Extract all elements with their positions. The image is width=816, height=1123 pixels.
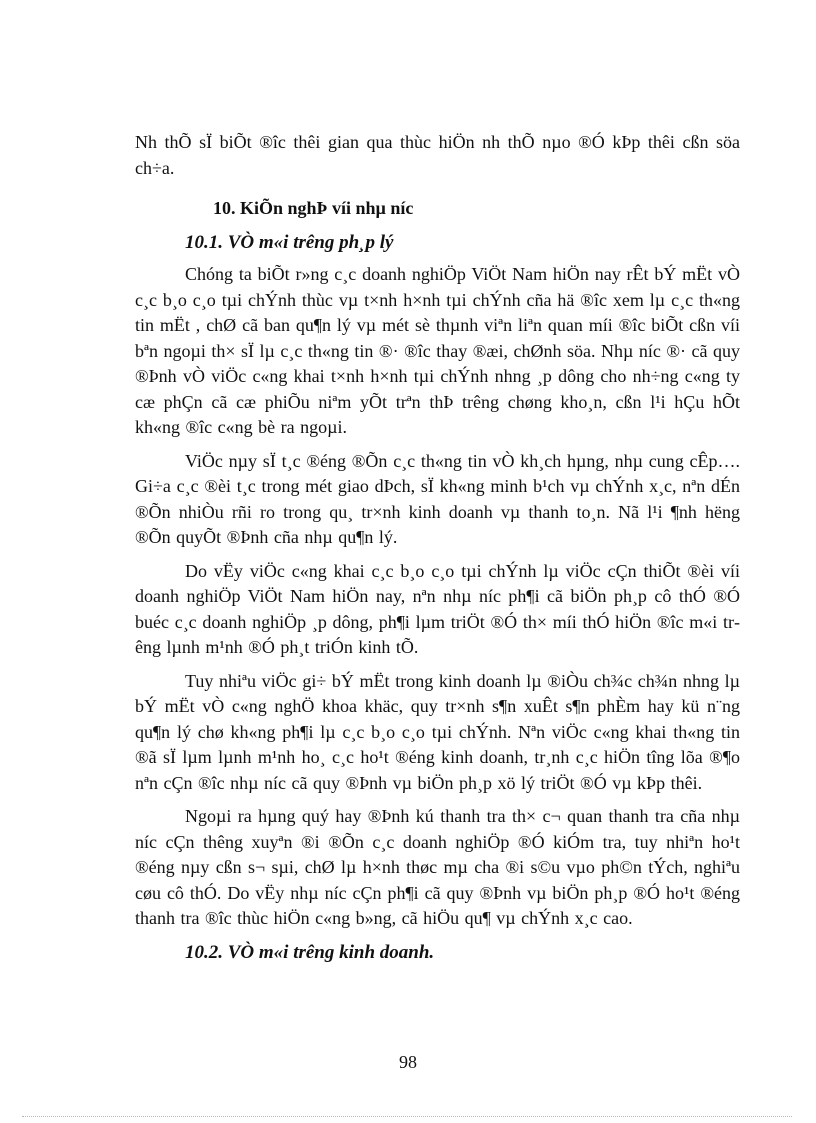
subsection-heading-10-2: 10.2. VÒ m«i trêng kinh doanh. [185, 941, 435, 963]
paragraph-legal-1: Chóng ta biÕt r»ng c¸c doanh nghiÖp ViÖt Nam hiÖn nay rÊt bÝ mËt vÒ c¸c b¸o c¸o tµi chÝnh thùc vµ t×nh h×nh tµi chÝnh cña hä ®îc xem lµ c¸c th«ng tin mËt , chØ cã ban qu¶n lý vµ mét sè thµnh viªn liªn quan míi ®îc biÕt cßn víi bªn ngoµi th× sÏ lµ c¸c th«ng tin ®· ®îc thay ®æi, chØnh söa. Nhµ níc ®· cã quy ®Þnh vÒ viÖc c«ng khai t×nh h×nh tµi chÝnh nhng ¸p dông cho nh÷ng c«ng ty cæ phÇn cã cæ phiÕu niªm yÕt trªn thÞ trêng chøng kho¸n, cßn l¹i hÇu hÕt kh«ng ®îc c«ng bè ra ngoµi. [135, 264, 740, 437]
section-heading-10: 10. KiÕn nghÞ víi nhµ níc [213, 198, 414, 218]
paragraph-continuation: Nh thÕ sÏ biÕt ®îc thêi gian qua thùc hiÖn nh thÕ nµo ®Ó kÞp thêi cßn söa ch÷a. [135, 132, 740, 178]
paragraph-legal-4: Tuy nhiªu viÖc gi÷ bÝ mËt trong kinh doanh lµ ®iÒu ch¾c ch¾n nhng lµ bÝ mËt vÒ c«ng nghÖ khoa khäc, quy tr×nh s¶n xuÊt s¶n phÈm hay kü n¨ng qu¶n lý chø kh«ng ph¶i lµ c¸c b¸o c¸o tµi chÝnh. Nªn viÖc c«ng khai th«ng tin ®ã sÏ lµm lµnh m¹nh ho¸ c¸c ho¹t ®éng kinh doanh, tr¸nh c¸c hiÖn tîng lõa ®¶o nªn cÇn ®îc nhµ níc cã quy ®Þnh vµ biÖn ph¸p xö lý triÖt ®Ó vµ kÞp thêi. [135, 670, 740, 793]
footer-divider [22, 1116, 792, 1117]
page-number: 98 [399, 1052, 417, 1072]
subsection-heading-10-1: 10.1. VÒ m«i trêng ph¸p lý [185, 232, 394, 253]
paragraph-legal-2: ViÖc nµy sÏ t¸c ®éng ®Õn c¸c th«ng tin vÒ kh¸ch hµng, nhµ cung cÊp…. Gi÷a c¸c ®èi t¸c trong mét giao dÞch, sÏ kh«ng minh b¹ch vµ chÝnh x¸c, nªn dÉn ®Õn nhiÒu rñi ro trong qu¸ tr×nh kinh doanh vµ thanh to¸n. Nã l¹i ¶nh hëng ®Õn quyÕt ®Þnh cña nhµ qu¶n lý. [135, 450, 740, 547]
paragraph-legal-5: Ngoµi ra hµng quý hay ®Þnh kú thanh tra th× c¬ quan thanh tra cña nhµ níc cÇn thêng xuyªn ®i ®Õn c¸c doanh nghiÖp ®Ó kiÓm tra, tuy nhiªn ho¹t ®éng nµy cßn s¬ sµi, chØ lµ h×nh thøc mµ cha ®i s©u vµo ph©n tÝch, nghiªu cøu cô thÓ. Do vËy nhµ níc cÇn ph¶i cã quy ®Þnh vµ biÖn ph¸p ®Ó ho¹t ®éng thanh tra ®îc thùc hiÖn c«ng b»ng, cã hiÖu qu¶ vµ chÝnh x¸c cao. [135, 806, 740, 928]
paragraph-legal-3: Do vËy viÖc c«ng khai c¸c b¸o c¸o tµi chÝnh lµ viÖc cÇn thiÕt ®èi víi doanh nghiÖp ViÖt Nam hiÖn nay, nªn nhµ níc ph¶i cã biÖn ph¸p cô thÓ ®Ó buéc c¸c doanh nghiÖp ¸p dông, ph¶i lµm triÖt ®Ó th× míi thÓ hiÖn ®îc m«i trêng lµnh m¹nh ®Ó ph¸t triÓn kinh tÕ. [135, 560, 740, 657]
page-body [135, 130, 740, 966]
